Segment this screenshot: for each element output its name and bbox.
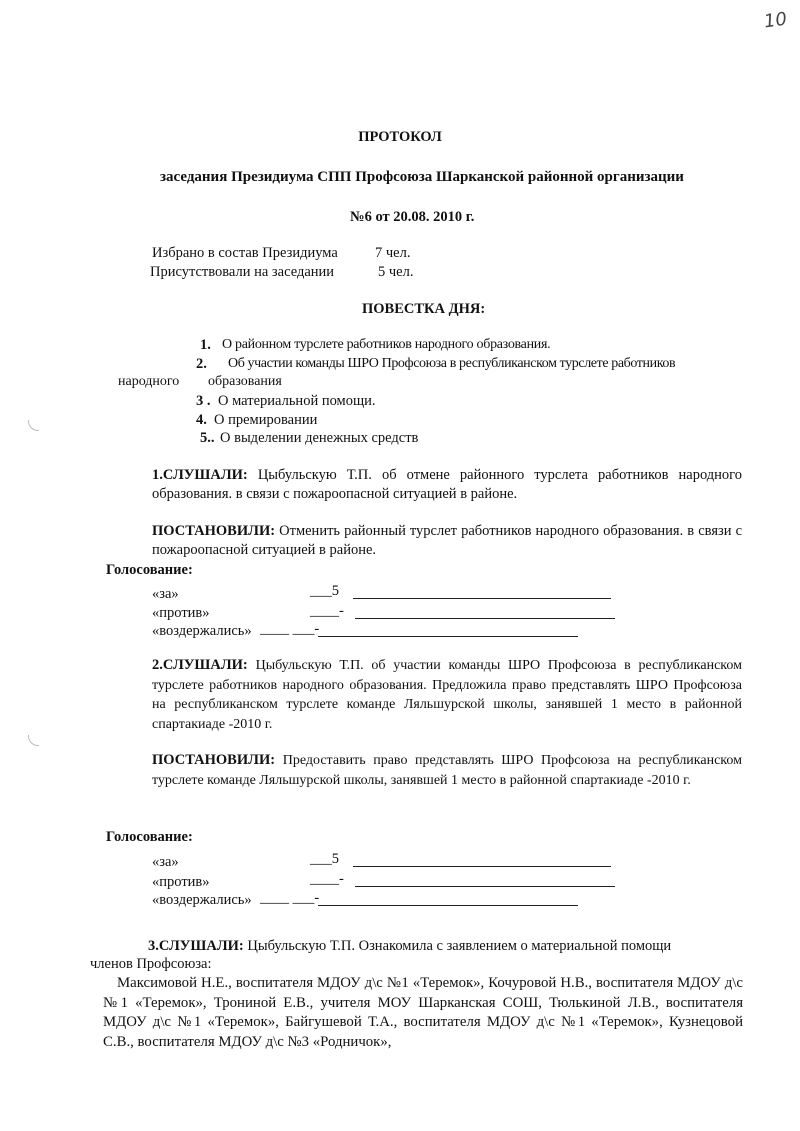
item3-heard [148,937,671,955]
vote1-abstain-label: «воздержались» [152,623,252,639]
agenda-num-3: 3 . [196,393,211,409]
vote2-abstain-value: ____ ___- [260,890,320,906]
elected-value: 7 чел. [375,245,411,261]
vote2-against-line [355,886,615,887]
item3-heard-text2: членов Профсоюза: [90,956,212,972]
elected-label: Избрано в состав Президиума [152,245,338,261]
agenda-item-5: О выделении денежных средств [220,430,419,446]
vote2-for-line [353,866,611,867]
item2-resolved-text: Предоставить право представлять ШРО Профсоюза на республиканском турслете команде Ляльшурской школы, занявшей 1 место в районной спартакиаде -2010 г. [152,753,742,788]
vote1-label: Голосование: [106,562,193,578]
vote1-against-label: «против» [152,605,210,621]
item1-resolved [152,522,742,559]
vote1-against-value: ____- [310,603,344,619]
vote2-for-label: «за» [152,854,179,870]
item1-resolved-text: Отменить районный турслет работников народного образования. в связи с пожароопасной ситуацией в районе. [152,523,743,558]
item3-members: Максимовой Н.Е., воспитателя МДОУ д\с №1 «Теремок», Кочуровой Н.В., воспитателя МДОУ д\с №1 «Теремок», Трониной Е.В., учителя МОУ Шарканская СОШ, Тюлькиной Л.В., воспитателя МДОУ д\с №1 «Теремок», Байгушевой Т.А., воспитателя МДОУ д\с №1 «Теремок», Кузнецовой С.В., воспитателя МДОУ д\с №3 «Родничок», [103,975,743,1050]
protocol-number: №6 от 20.08. 2010 г. [350,209,475,225]
agenda-num-5: 5.. [200,430,215,446]
item2-heard [152,656,742,734]
document-subtitle: заседания Президиума СПП Профсоюза Шарканской районной организации [160,169,684,185]
vote2-abstain-label: «воздержались» [152,892,252,908]
vote1-for-value: ___5 [310,583,339,599]
vote1-abstain-line [318,636,578,637]
agenda-num-4: 4. [196,412,207,428]
vote2-for-value: ___5 [310,851,339,867]
agenda-item-2-prefix: народного [118,374,180,389]
item1-heard [152,466,742,503]
agenda-title: ПОВЕСТКА ДНЯ: [362,301,486,317]
punch-mark-bottom [28,735,39,746]
agenda-num-1: 1. [200,337,211,353]
punch-mark-top [28,420,39,431]
handwritten-page-number: 10 [762,8,789,33]
item2-resolved [152,751,742,790]
item1-heard-label: 1.СЛУШАЛИ: [152,467,248,483]
agenda-num-2: 2. [196,356,207,372]
document-title: ПРОТОКОЛ [358,129,442,145]
item3-heard-label: 3.СЛУШАЛИ: [148,938,244,954]
vote1-for-line [353,598,611,599]
item1-resolved-label: ПОСТАНОВИЛИ: [152,523,276,539]
agenda-item-4: О премировании [214,412,318,428]
vote1-abstain-value: ____ ___- [260,621,320,637]
vote1-against-line [355,618,615,619]
vote2-against-value: ____- [310,871,344,887]
item2-resolved-label: ПОСТАНОВИЛИ: [152,752,276,768]
present-value: 5 чел. [378,264,414,280]
item2-heard-text: Цыбульскую Т.П. об участии команды ШРО Профсоюза в республиканском турслете работников народного образования. Предложила право представлять ШРО Профсоюза на республиканском турслете команде Ляльшурской школы, занявшей 1 место в районной спартакиаде -2010 г. [152,658,742,732]
agenda-item-1: О районном турслете работников народного образования. [222,337,551,352]
vote2-against-label: «против» [152,874,210,890]
agenda-item-2: Об участии команды ШРО Профсоюза в республиканском турслете работников [228,356,676,371]
item2-heard-label: 2.СЛУШАЛИ: [152,657,248,673]
vote1-for-label: «за» [152,586,179,602]
agenda-item-3: О материальной помощи. [218,393,376,409]
item3-heard-text: Цыбульскую Т.П. Ознакомила с заявлением о материальной помощи [247,938,672,954]
present-label: Присутствовали на заседании [150,264,335,280]
vote2-label: Голосование: [106,829,193,845]
agenda-item-2-cont: образования [208,374,282,389]
item1-heard-text: Цыбульскую Т.П. об отмене районного турслета работников народного образования. в связи с пожароопасной ситуацией в районе. [152,467,743,502]
vote2-abstain-line [318,905,578,906]
